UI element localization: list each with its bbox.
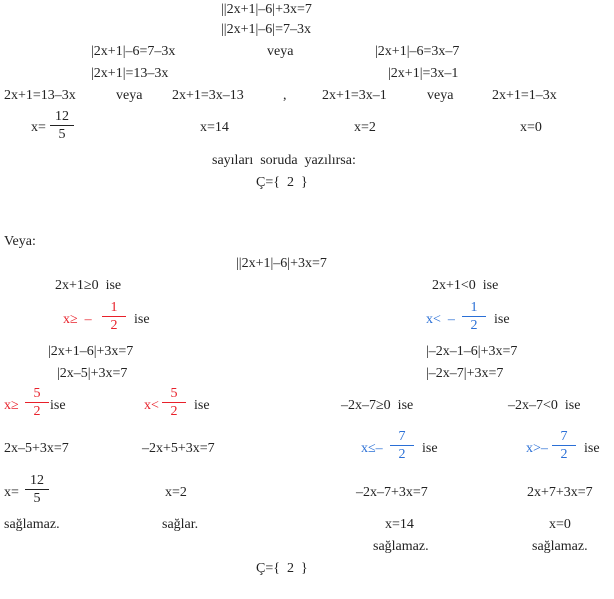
equation-isolated: ||2x+1|–6|=7–3x [221,22,312,37]
case-a-step-2: |2x–5|+3x=7 [57,366,128,381]
case-a-label: 2x+1≥0 ise [55,278,122,293]
fraction-numerator: 5 [33,386,41,401]
a-sub2-ise: ise [194,398,210,413]
verdict-2: sağlar. [162,517,199,532]
b-sol-1: x=14 [385,517,414,532]
fraction-numerator: 1 [110,300,118,315]
a-sub1-fraction [25,386,49,419]
case-b-condition-prefix: x< – [426,312,455,327]
case-b-condition-ise: ise [494,312,510,327]
verdict-1: sağlamaz. [4,517,60,532]
solution-4: x=0 [520,120,542,135]
fraction-denominator: 2 [33,404,41,419]
a-eq-2: –2x+5+3x=7 [142,441,215,456]
case-a-condition-prefix: x≥ – [63,312,92,327]
b-cond2-fraction [552,429,576,462]
fraction-denominator: 2 [470,318,478,333]
fraction-denominator: 2 [170,404,178,419]
fraction-numerator: 5 [170,386,178,401]
a-sub2-prefix: x< [144,398,159,413]
fraction-numerator: 12 [55,109,69,124]
fraction-denominator: 5 [58,127,66,142]
subcase-veya-2: veya [427,88,454,103]
b-cond2-prefix: x>– [526,441,548,456]
fraction-bar [25,489,49,490]
b-eq-1: –2x–7+3x=7 [356,485,428,500]
case-b-step-2: |–2x–7|+3x=7 [426,366,504,381]
subcase-veya-1: veya [116,88,143,103]
veya-heading: Veya: [4,234,36,249]
solution-3: x=2 [354,120,376,135]
fraction-numerator: 7 [560,429,568,444]
case-b-step-1: |–2x–1–6|+3x=7 [426,344,518,359]
a-sol2: x=2 [165,485,187,500]
fraction-bar [25,402,49,403]
subcase-2: 2x+1=3x–13 [172,88,244,103]
veya-top: veya [267,44,294,59]
b-cond1-fraction [390,429,414,462]
b-sub1: –2x–7≥0 ise [341,398,414,413]
b-sol-2: x=0 [549,517,571,532]
case-a-condition-fraction [102,300,126,333]
fraction-bar [102,316,126,317]
subcase-4: 2x+1=1–3x [492,88,557,103]
a-sub1-prefix: x≥ [4,398,19,413]
case-b-condition-fraction [462,300,486,333]
fraction-bar [162,402,186,403]
a-sol1-fraction [25,473,49,506]
subcase-3: 2x+1=3x–1 [322,88,387,103]
fraction-bar [462,316,486,317]
b-cond1-ise: ise [422,441,438,456]
answer-set-1: Ç={ 2 } [256,175,308,190]
a-sub1-ise: ise [50,398,66,413]
b-cond2-ise: ise [584,441,600,456]
fraction-denominator: 2 [560,447,568,462]
fraction-denominator: 2 [398,447,406,462]
b-eq-2: 2x+7+3x=7 [527,485,593,500]
subcase-1: 2x+1=13–3x [4,88,76,103]
a-sol1-prefix: x= [4,485,19,500]
case-b-label: 2x+1<0 ise [432,278,499,293]
fraction-bar [50,125,74,126]
b-sub2: –2x–7<0 ise [508,398,581,413]
fraction-bar [552,445,576,446]
fraction-numerator: 12 [30,473,44,488]
solution-2: x=14 [200,120,229,135]
case-right-a: |2x+1|–6=3x–7 [375,44,460,59]
b-cond1-prefix: x≤– [361,441,383,456]
a-sub2-fraction [162,386,186,419]
solution-1-prefix: x= [31,120,46,135]
fraction-numerator: 1 [470,300,478,315]
case-left-b: |2x+1|=13–3x [91,66,169,81]
fraction-bar [390,445,414,446]
a-eq-1: 2x–5+3x=7 [4,441,69,456]
case-left-a: |2x+1|–6=7–3x [91,44,176,59]
equation-original: ||2x+1|–6|+3x=7 [221,2,312,17]
fraction-denominator: 2 [110,318,118,333]
case-a-step-1: |2x+1–6|+3x=7 [48,344,134,359]
answer-set-2: Ç={ 2 } [256,561,308,576]
equation-repeat: ||2x+1|–6|+3x=7 [236,256,327,271]
case-right-b: |2x+1|=3x–1 [388,66,459,81]
subcase-comma: , [283,88,287,103]
verdict-3: sağlamaz. [373,539,429,554]
solution-1-fraction [50,109,74,142]
verdict-4: sağlamaz. [532,539,588,554]
case-a-condition-ise: ise [134,312,150,327]
fraction-numerator: 7 [398,429,406,444]
fraction-denominator: 5 [33,491,41,506]
note-text: sayıları soruda yazılırsa: [212,153,356,168]
